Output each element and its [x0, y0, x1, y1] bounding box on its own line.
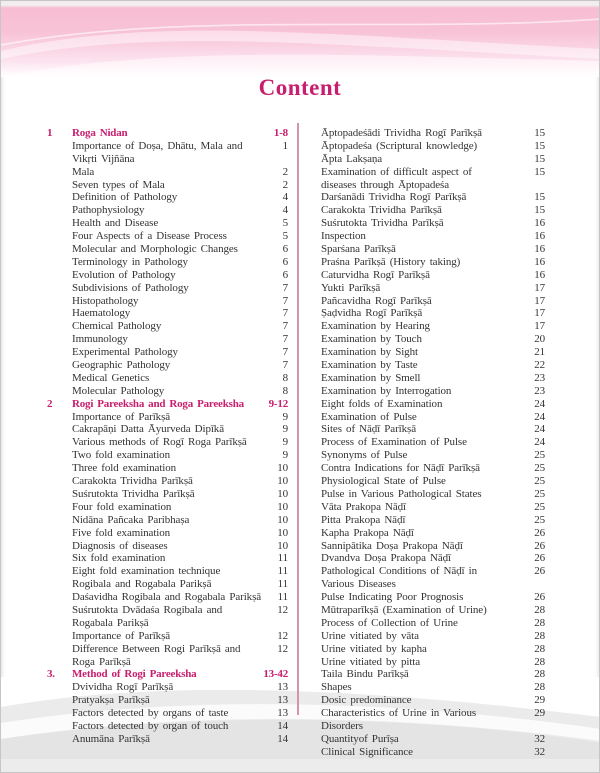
toc-entry-title: Pathological Conditions of Nāḍī in	[321, 565, 477, 578]
toc-page-number: 12	[277, 603, 288, 616]
toc-page-number: 25	[534, 513, 545, 526]
toc-page-number: 12	[277, 629, 288, 642]
toc-entry-title: Daśavidha Rogibala and Rogabala Parikṣā	[72, 591, 262, 604]
toc-entry-title: Taila Bindu Parīkṣā	[321, 668, 409, 681]
toc-section-row	[47, 398, 288, 411]
toc-page-number: 10	[277, 462, 288, 475]
toc-page-number: 28	[534, 629, 545, 642]
toc-page-number: 26	[534, 565, 545, 578]
toc-page-number: 16	[534, 243, 545, 256]
toc-entry-row	[321, 385, 545, 398]
toc-entry-title: Examination by Taste	[321, 359, 418, 372]
toc-entry-row	[47, 243, 288, 256]
toc-entry-title: Ṣaḍvidha Rogī Parīkṣā	[321, 307, 423, 320]
toc-entry-title: Importance of Parīkṣā	[72, 410, 171, 423]
toc-entry-row	[321, 527, 545, 540]
toc-entry-row	[321, 449, 545, 462]
toc-page-number: 7	[282, 333, 288, 346]
toc-entry-title: Inspection	[321, 230, 366, 243]
toc-entry-title: Suśrutokta Trividha Parīkṣā	[321, 217, 444, 230]
toc-entry-row	[321, 204, 545, 217]
toc-page-number: 8	[282, 384, 288, 397]
toc-page-number: 12	[277, 642, 288, 655]
toc-entry-title: Pañcavidha Rogī Parīkṣā	[321, 294, 432, 307]
toc-entry-title: Dosic predominance	[321, 694, 412, 707]
toc-entry-row	[47, 346, 288, 359]
toc-entry-row	[47, 282, 288, 295]
toc-section-title: Roga Nidan	[72, 127, 128, 139]
toc-entry-title: Difference Between Rogi Parīkṣā and	[72, 642, 241, 655]
toc-entry-title: Eight fold examination technique	[72, 565, 221, 578]
toc-entry-row	[321, 127, 545, 140]
toc-entry-title: Urine vitiated by vāta	[321, 629, 419, 642]
toc-entry-row	[321, 462, 545, 475]
toc-entry-title: Characteristics of Urine in Various	[321, 707, 477, 720]
toc-entry-title: Various Diseases	[321, 578, 396, 591]
toc-entry-title: Cakrapāṇi Datta Āyurveda Dipīkā	[72, 423, 224, 436]
toc-entry-row	[47, 307, 288, 320]
toc-entry-row	[47, 617, 288, 630]
toc-page-number: 26	[534, 552, 545, 565]
toc-entry-title: Nidāna Pañcaka Paribhaṣa	[72, 513, 190, 526]
toc-page-number: 9	[282, 436, 288, 449]
toc-entry-title: Molecular Pathology	[72, 384, 165, 397]
toc-entry-row	[321, 630, 545, 643]
toc-entry-row	[47, 359, 288, 372]
toc-entry-row	[321, 720, 545, 733]
toc-page-number: 28	[534, 668, 545, 681]
toc-entry-row	[47, 488, 288, 501]
toc-page-number: 2	[282, 178, 288, 191]
toc-entry-title: Examination by Hearing	[321, 320, 430, 333]
toc-entry-title: Pratyakṣa Parīkṣā	[72, 694, 150, 707]
toc-entry-row	[47, 385, 288, 398]
toc-entry-title: Seven types of Mala	[72, 178, 165, 191]
toc-page-number: 1-8	[273, 127, 288, 139]
toc-entry-row	[321, 565, 545, 578]
toc-page-number: 11	[277, 578, 288, 591]
toc-entry-title: Factors detected by organ of touch	[72, 719, 229, 732]
toc-page-number: 26	[534, 526, 545, 539]
toc-entry-row	[321, 656, 545, 669]
toc-entry-title: Four Aspects of a Disease Process	[72, 230, 227, 243]
toc-entry-row	[321, 307, 545, 320]
toc-entry-title: Suśrutokta Dvādaśa Rogibala and	[72, 603, 223, 616]
toc-entry-row	[47, 153, 288, 166]
toc-entry-title: Suśrutokta Trividha Parīkṣā	[72, 487, 195, 500]
toc-page-number: 6	[282, 243, 288, 256]
toc-entry-title: Āptopadeśa (Scriptural knowledge)	[321, 139, 478, 152]
toc-page-number: 9-12	[268, 397, 288, 410]
toc-entry-row	[47, 630, 288, 643]
toc-entry-title: Clinical Significance	[321, 745, 413, 758]
toc-section-title: Method of Rogi Pareeksha	[72, 668, 197, 681]
toc-entry-row	[47, 333, 288, 346]
toc-page-number: 16	[534, 268, 545, 281]
toc-entry-row	[321, 501, 545, 514]
toc-entry-title: Kapha Prakopa Nāḍī	[321, 526, 414, 539]
toc-entry-title: Contra Indications for Nāḍī Parīkṣā	[321, 462, 480, 475]
toc-page-number: 9	[282, 410, 288, 423]
toc-entry-title: diseases through Āptopadeśa	[321, 178, 449, 191]
toc-entry-title: Five fold examination	[72, 526, 171, 539]
toc-page-number: 15	[534, 165, 545, 178]
toc-entry-title: Praśna Parīkṣā (History taking)	[321, 255, 461, 268]
toc-entry-row	[321, 230, 545, 243]
toc-page-number: 17	[534, 281, 545, 294]
toc-entry-row	[321, 668, 545, 681]
toc-page-number: 23	[534, 371, 545, 384]
toc-entry-row	[321, 733, 545, 746]
toc-page-number: 25	[534, 462, 545, 475]
toc-page-number: 7	[282, 320, 288, 333]
toc-entry-title: Āpta Lakṣaṇa	[321, 152, 383, 165]
toc-page-number: 17	[534, 307, 545, 320]
toc-entry-title: Shapes	[321, 681, 352, 694]
table-of-contents	[1, 127, 599, 759]
toc-page-number: 10	[277, 526, 288, 539]
toc-entry-title: Pitta Prakopa Nāḍī	[321, 513, 406, 526]
toc-entry-title: Two fold examination	[72, 449, 170, 462]
toc-entry-title: Haematology	[72, 307, 131, 320]
toc-entry-row	[321, 398, 545, 411]
toc-page-number: 15	[534, 204, 545, 217]
toc-entry-row	[321, 166, 545, 179]
toc-page-number: 11	[277, 565, 288, 578]
toc-page-number: 10	[277, 487, 288, 500]
toc-entry-row	[47, 565, 288, 578]
toc-entry-row	[47, 604, 288, 617]
toc-page-number: 1	[282, 139, 288, 152]
toc-entry-row	[321, 411, 545, 424]
toc-entry-title: Roga Parīkṣā	[72, 655, 131, 668]
toc-entry-title: Synonyms of Pulse	[321, 449, 408, 462]
toc-page-number: 7	[282, 346, 288, 359]
toc-section-row	[47, 127, 288, 140]
header-wave-graphic	[1, 1, 600, 77]
page-title: Content	[258, 75, 342, 100]
toc-entry-row	[47, 166, 288, 179]
toc-page-number: 15	[534, 139, 545, 152]
toc-page-number: 16	[534, 230, 545, 243]
toc-entry-title: Six fold examination	[72, 552, 166, 565]
toc-entry-title: Yukti Parīkṣā	[321, 281, 381, 294]
toc-entry-title: Quantityof Purīṣa	[321, 732, 399, 745]
toc-entry-row	[321, 423, 545, 436]
toc-entry-row	[321, 604, 545, 617]
toc-entry-title: Medical Genetics	[72, 371, 150, 384]
toc-page-number: 14	[277, 719, 288, 732]
toc-entry-title: Importance of Parīkṣā	[72, 629, 171, 642]
toc-entry-row	[47, 295, 288, 308]
toc-section-number: 2	[47, 397, 53, 410]
toc-page-number: 23	[534, 384, 545, 397]
toc-entry-row	[47, 204, 288, 217]
toc-entry-title: Experimental Pathology	[72, 346, 178, 359]
toc-entry-row	[321, 540, 545, 553]
toc-entry-row	[321, 591, 545, 604]
toc-section-row	[47, 668, 288, 681]
toc-page-number: 15	[534, 127, 545, 139]
toc-entry-row	[321, 295, 545, 308]
toc-entry-title: Process of Collection of Urine	[321, 616, 458, 629]
toc-page-number: 15	[534, 191, 545, 204]
toc-page-number: 13	[277, 694, 288, 707]
toc-page-number: 9	[282, 449, 288, 462]
toc-entry-row	[321, 243, 545, 256]
toc-entry-title: Molecular and Morphologic Changes	[72, 243, 238, 256]
toc-entry-row	[47, 191, 288, 204]
toc-entry-title: Histopathology	[72, 294, 139, 307]
toc-page-number: 28	[534, 655, 545, 668]
toc-entry-row	[47, 449, 288, 462]
toc-entry-title: Terminology in Pathology	[72, 255, 188, 268]
toc-entry-title: Vāta Prakopa Nāḍī	[321, 500, 406, 513]
toc-entry-row	[321, 475, 545, 488]
toc-entry-row	[47, 656, 288, 669]
toc-page-number: 17	[534, 294, 545, 307]
toc-entry-title: Pathophysiology	[72, 204, 145, 217]
toc-entry-title: Carakokta Trividha Parīkṣā	[321, 204, 442, 217]
toc-entry-row	[47, 681, 288, 694]
toc-entry-title: Geographic Pathology	[72, 359, 171, 372]
toc-page-number: 32	[534, 745, 545, 758]
toc-entry-title: Āptopadeśādi Trividha Rogī Parīkṣā	[321, 127, 482, 139]
toc-page-number: 10	[277, 539, 288, 552]
toc-page-number: 29	[534, 707, 545, 720]
toc-entry-row	[47, 514, 288, 527]
toc-page-number: 29	[534, 694, 545, 707]
toc-page-number: 25	[534, 487, 545, 500]
toc-entry-title: Urine vitiated by pitta	[321, 655, 421, 668]
toc-entry-row	[321, 707, 545, 720]
toc-entry-title: Examination of Pulse	[321, 410, 417, 423]
toc-entry-title: Examination by Smell	[321, 371, 421, 384]
toc-page-number: 2	[282, 165, 288, 178]
toc-entry-row	[321, 333, 545, 346]
toc-entry-title: Pulse in Various Pathological States	[321, 487, 482, 500]
toc-entry-row	[47, 578, 288, 591]
toc-entry-row	[321, 346, 545, 359]
toc-page-number: 28	[534, 603, 545, 616]
toc-entry-title: Sparśana Parīkṣā	[321, 243, 396, 256]
toc-page-number: 10	[277, 475, 288, 488]
toc-entry-title: Dvandva Doṣa Prakopa Nāḍī	[321, 552, 451, 565]
toc-page-number: 6	[282, 255, 288, 268]
toc-page-number: 4	[282, 191, 288, 204]
toc-entry-title: Examination by Interrogation	[321, 384, 452, 397]
toc-entry-title: Importance of Doṣa, Dhātu, Mala and	[72, 139, 243, 152]
toc-page-number: 17	[534, 320, 545, 333]
toc-page-number: 28	[534, 681, 545, 694]
toc-entry-row	[321, 179, 545, 192]
toc-entry-title: Mūtraparīkṣā (Examination of Urine)	[321, 603, 487, 616]
toc-entry-row	[47, 423, 288, 436]
toc-page-number: 26	[534, 591, 545, 604]
toc-section-number: 3.	[47, 668, 55, 681]
toc-entry-row	[47, 269, 288, 282]
toc-page-number: 24	[534, 410, 545, 423]
toc-entry-title: Examination of difficult aspect of	[321, 165, 472, 178]
toc-entry-row	[321, 153, 545, 166]
toc-entry-row	[47, 552, 288, 565]
toc-entry-row	[47, 256, 288, 269]
toc-page-number: 7	[282, 281, 288, 294]
toc-column-right	[297, 127, 599, 759]
toc-entry-row	[321, 320, 545, 333]
toc-section-number: 1	[47, 127, 53, 139]
toc-page-number: 25	[534, 500, 545, 513]
toc-entry-title: Carakokta Trividha Parīkṣā	[72, 475, 193, 488]
toc-section-title: Rogi Pareeksha and Roga Pareeksha	[72, 397, 244, 410]
toc-entry-row	[47, 501, 288, 514]
toc-entry-title: Sannipātika Doṣa Prakopa Nāḍī	[321, 539, 463, 552]
toc-entry-title: Chemical Pathology	[72, 320, 162, 333]
toc-entry-row	[321, 617, 545, 630]
toc-entry-title: Evolution of Pathology	[72, 268, 176, 281]
toc-entry-title: Vikṛti Vijñāna	[72, 152, 135, 165]
toc-entry-title: Dvividha Rogī Parīkṣā	[72, 681, 174, 694]
page-header-decoration	[1, 1, 599, 77]
toc-entry-row	[321, 643, 545, 656]
toc-entry-title: Examination by Sight	[321, 346, 418, 359]
toc-entry-title: Anumāna Parīkṣā	[72, 732, 150, 745]
toc-entry-row	[47, 475, 288, 488]
toc-page-number: 21	[534, 346, 545, 359]
toc-page-number: 7	[282, 307, 288, 320]
toc-page-number: 24	[534, 423, 545, 436]
toc-page-number: 10	[277, 500, 288, 513]
toc-entry-row	[47, 436, 288, 449]
toc-page-number: 16	[534, 217, 545, 230]
toc-page-number: 22	[534, 359, 545, 372]
toc-entry-title: Three fold examination	[72, 462, 177, 475]
toc-entry-row	[47, 372, 288, 385]
toc-entry-row	[47, 643, 288, 656]
toc-entry-row	[321, 552, 545, 565]
toc-entry-row	[321, 359, 545, 372]
toc-page-number: 7	[282, 294, 288, 307]
toc-entry-title: Various methods of Rogī Roga Parīkṣā	[72, 436, 247, 449]
toc-entry-row	[321, 514, 545, 527]
toc-entry-row	[47, 527, 288, 540]
toc-entry-row	[47, 591, 288, 604]
toc-entry-row	[47, 179, 288, 192]
toc-entry-row	[321, 436, 545, 449]
toc-page-number: 24	[534, 436, 545, 449]
toc-column-left	[1, 127, 297, 759]
toc-page-number: 11	[277, 591, 288, 604]
toc-page-number: 4	[282, 204, 288, 217]
toc-entry-row	[321, 746, 545, 759]
toc-page-number: 7	[282, 359, 288, 372]
toc-entry-row	[321, 217, 545, 230]
toc-page-number: 13	[277, 707, 288, 720]
toc-page-number: 10	[277, 513, 288, 526]
toc-entry-title: Factors detected by organs of taste	[72, 707, 229, 720]
toc-entry-row	[321, 681, 545, 694]
toc-entry-title: Mala	[72, 165, 95, 178]
toc-page-number: 16	[534, 255, 545, 268]
toc-entry-row	[47, 707, 288, 720]
toc-entry-row	[47, 720, 288, 733]
toc-page-number: 5	[282, 217, 288, 230]
toc-entry-title: Eight folds of Examination	[321, 397, 443, 410]
toc-entry-row	[47, 140, 288, 153]
toc-entry-title: Sites of Nāḍī Parīkṣā	[321, 423, 416, 436]
toc-entry-row	[321, 488, 545, 501]
toc-page-number: 26	[534, 539, 545, 552]
toc-entry-title: Four fold examination	[72, 500, 172, 513]
toc-page-number: 25	[534, 449, 545, 462]
toc-page-number: 6	[282, 268, 288, 281]
toc-entry-row	[47, 462, 288, 475]
toc-entry-title: Subdivisions of Pathology	[72, 281, 189, 294]
toc-entry-row	[321, 256, 545, 269]
toc-entry-title: Examination by Touch	[321, 333, 422, 346]
toc-page-number: 24	[534, 397, 545, 410]
toc-entry-row	[321, 191, 545, 204]
toc-entry-title: Caturvidha Rogī Parīkṣā	[321, 268, 430, 281]
toc-entry-title: Definition of Pathology	[72, 191, 178, 204]
toc-page-number: 8	[282, 371, 288, 384]
toc-entry-row	[47, 411, 288, 424]
toc-entry-title: Darśanādi Trividha Rogī Parīkṣā	[321, 191, 467, 204]
toc-entry-row	[47, 540, 288, 553]
toc-page-number: 14	[277, 732, 288, 745]
toc-entry-title: Diagnosis of diseases	[72, 539, 168, 552]
toc-entry-row	[47, 230, 288, 243]
toc-entry-row	[321, 578, 545, 591]
toc-page-number: 28	[534, 642, 545, 655]
toc-page-number: 32	[534, 732, 545, 745]
toc-page-number: 13-42	[263, 668, 288, 681]
toc-entry-title: Health and Disease	[72, 217, 159, 230]
toc-entry-title: Rogibala and Rogabala Parikṣā	[72, 578, 212, 591]
toc-page-number: 28	[534, 616, 545, 629]
toc-entry-row	[47, 733, 288, 746]
toc-entry-title: Rogabala Parikṣā	[72, 616, 149, 629]
toc-page-number: 25	[534, 475, 545, 488]
toc-entry-title: Pulse Indicating Poor Prognosis	[321, 591, 464, 604]
toc-entry-row	[47, 217, 288, 230]
toc-entry-title: Physiological State of Pulse	[321, 475, 446, 488]
toc-entry-row	[321, 140, 545, 153]
toc-entry-title: Urine vitiated by kapha	[321, 642, 427, 655]
toc-entry-title: Disorders	[321, 719, 363, 732]
toc-page-number: 20	[534, 333, 545, 346]
toc-entry-title: Process of Examination of Pulse	[321, 436, 467, 449]
toc-page-number: 15	[534, 152, 545, 165]
toc-entry-row	[47, 694, 288, 707]
toc-page-number: 5	[282, 230, 288, 243]
toc-page-number: 11	[277, 552, 288, 565]
toc-entry-row	[321, 282, 545, 295]
toc-entry-row	[321, 694, 545, 707]
toc-entry-row	[47, 320, 288, 333]
toc-entry-row	[321, 269, 545, 282]
toc-page-number: 9	[282, 423, 288, 436]
toc-page-number: 13	[277, 681, 288, 694]
toc-entry-row	[321, 372, 545, 385]
toc-entry-title: Immunology	[72, 333, 128, 346]
